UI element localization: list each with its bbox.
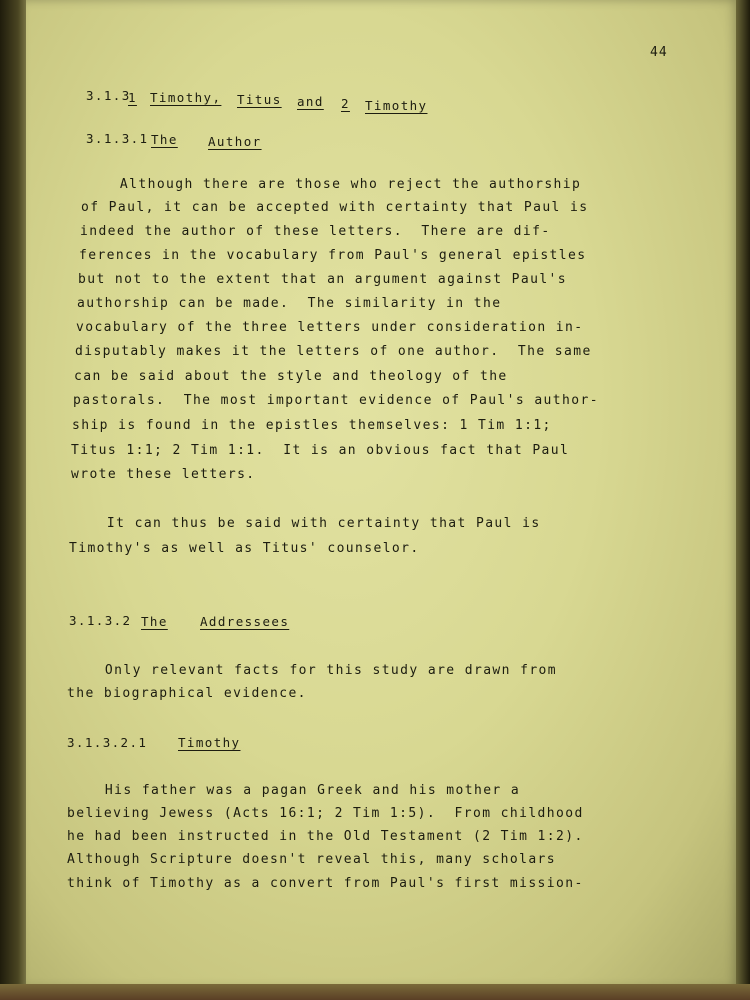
- text-line: Titus 1:1; 2 Tim 1:1. It is an obvious fact that Paul: [71, 443, 570, 458]
- text-line: think of Timothy as a convert from Paul's first mission-: [67, 876, 584, 891]
- text-line: authorship can be made. The similarity in the: [77, 296, 502, 311]
- text-line: wrote these letters.: [71, 467, 256, 482]
- text-line: Although there are those who reject the authorship: [83, 177, 582, 192]
- heading-word: Author: [208, 134, 262, 149]
- text-line: the biographical evidence.: [67, 686, 307, 701]
- heading-word: Timothy,: [150, 90, 222, 105]
- heading-word: 1: [128, 90, 137, 105]
- page-edge-right: [736, 0, 750, 1000]
- heading-word: Titus: [237, 92, 282, 107]
- heading-word: 2: [341, 96, 350, 111]
- section-number: 3.1.3.1: [86, 131, 149, 146]
- text-line: It can thus be said with certainty that Paul is: [70, 516, 541, 531]
- heading-word: The: [141, 614, 168, 629]
- heading-word: Timothy: [365, 98, 428, 113]
- text-line: ferences in the vocabulary from Paul's general epistles: [79, 248, 587, 263]
- text-line: of Paul, it can be accepted with certainty that Paul is: [81, 200, 589, 215]
- heading-word: The: [151, 132, 178, 147]
- section-number: 3.1.3: [86, 88, 131, 103]
- page-edge-bottom: [0, 984, 750, 1000]
- text-line: Although Scripture doesn't reveal this, many scholars: [67, 852, 557, 867]
- text-line: disputably makes it the letters of one author. The same: [75, 344, 592, 359]
- section-number: 3.1.3.2.1: [67, 735, 148, 750]
- text-line: Timothy's as well as Titus' counselor.: [69, 541, 420, 556]
- text-line: pastorals. The most important evidence of Paul's author-: [73, 393, 599, 408]
- text-line: he had been instructed in the Old Testament (2 Tim 1:2).: [67, 829, 584, 844]
- text-line: Only relevant facts for this study are drawn from: [68, 663, 558, 678]
- text-line: ship is found in the epistles themselves: 1 Tim 1:1;: [72, 418, 552, 433]
- heading-word: Timothy: [178, 735, 241, 750]
- text-line: His father was a pagan Greek and his mother a: [68, 783, 521, 798]
- heading-word: and: [297, 94, 324, 109]
- page-number: 44: [650, 45, 668, 60]
- text-line: indeed the author of these letters. There are dif-: [80, 224, 551, 239]
- heading-word: Addressees: [200, 614, 290, 629]
- text-line: vocabulary of the three letters under consideration in-: [76, 320, 584, 335]
- text-line: but not to the extent that an argument against Paul's: [78, 272, 568, 287]
- section-number: 3.1.3.2: [69, 613, 132, 628]
- text-line: can be said about the style and theology of the: [74, 369, 508, 384]
- text-line: believing Jewess (Acts 16:1; 2 Tim 1:5). From childhood: [67, 806, 584, 821]
